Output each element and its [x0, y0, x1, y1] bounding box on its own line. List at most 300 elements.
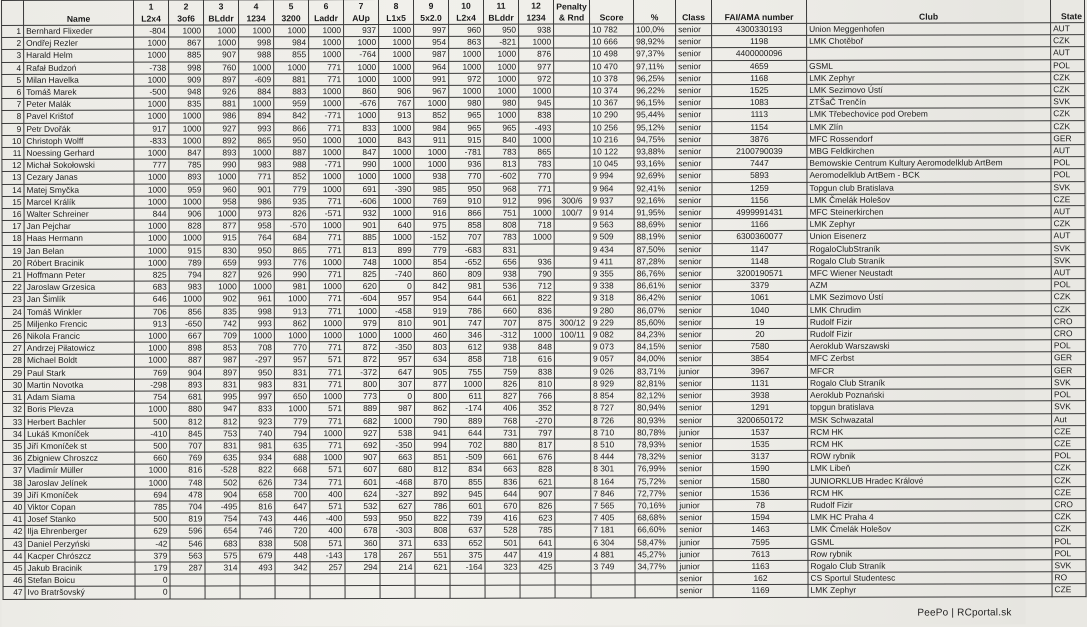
task-2-cell: 707 [170, 440, 205, 452]
task-2-cell: 819 [170, 513, 205, 525]
rank-cell: 41 [3, 514, 25, 526]
penalty-cell: 100/11 [554, 329, 590, 341]
name-cell: Lukáš Kmoníček [25, 428, 135, 440]
task-3-cell: 1000 [204, 208, 239, 220]
fai-number-cell: 1590 [713, 463, 808, 475]
percent-cell: 82,12% [635, 390, 677, 402]
percent-cell: 45,27% [635, 548, 677, 560]
task-10-cell: 858 [449, 354, 484, 366]
task-11-cell: 1000 [484, 73, 519, 85]
task-12-cell: 712 [519, 280, 554, 292]
score-cell: 9 318 [590, 292, 634, 304]
task-12-cell: 676 [520, 451, 555, 463]
score-cell: 9 411 [590, 256, 634, 268]
task-4-cell: 626 [240, 476, 275, 488]
name-cell: Noessing Gerhard [24, 147, 134, 159]
task-12-cell: 876 [519, 48, 554, 60]
task-4-cell: 493 [240, 562, 275, 574]
name-cell: Jan Šimlík [24, 294, 134, 306]
task-8-cell: 214 [380, 561, 415, 573]
task-11-cell: 670 [485, 500, 520, 512]
task-7-cell: -606 [344, 195, 379, 207]
task-2-cell: 906 [169, 208, 204, 220]
task-1-cell: 0 [135, 574, 170, 586]
task-2-cell: 948 [169, 86, 204, 98]
score-cell: 9 355 [590, 268, 634, 280]
task-8-cell: 307 [379, 378, 414, 390]
task-12-cell: 1000 [519, 329, 554, 341]
class-cell: junior [677, 536, 713, 548]
task-11-cell: 447 [485, 549, 520, 561]
task-4-cell: 983 [239, 379, 274, 391]
task-8-cell: -390 [379, 183, 414, 195]
task-2-cell: 983 [169, 281, 204, 293]
task-5-cell: 794 [275, 427, 310, 439]
penalty-cell [555, 573, 591, 585]
fai-number-cell: 1594 [713, 512, 808, 524]
state-cell: SVK [1051, 96, 1085, 108]
task-3-cell: 893 [204, 147, 239, 159]
task-8-cell: 957 [379, 293, 414, 305]
rank-cell: 42 [3, 526, 25, 538]
task-11-cell: 950 [484, 24, 519, 36]
class-cell: senior [676, 97, 712, 109]
task-9-cell: 860 [414, 268, 449, 280]
task-12-cell: 718 [519, 219, 554, 231]
task-7-cell: 800 [344, 378, 379, 390]
name-cell: Ondřej Rezler [24, 37, 134, 49]
state-cell: AUT [1051, 47, 1085, 59]
task-2-cell: 1000 [169, 293, 204, 305]
task-4-cell: 833 [240, 403, 275, 415]
task-1-cell: 694 [135, 489, 170, 501]
task-12-cell: 1000 [519, 232, 554, 244]
rank-cell: 14 [2, 184, 24, 196]
task-5-cell: 842 [274, 110, 309, 122]
task-5-cell: 779 [275, 415, 310, 427]
task-1-cell: 179 [135, 562, 170, 574]
task-2-cell: 915 [169, 245, 204, 257]
penalty-cell [554, 134, 590, 146]
penalty-cell [555, 390, 591, 402]
rank-cell: 3 [2, 50, 24, 62]
task-6-cell: 771 [309, 269, 344, 281]
task-9-cell: 941 [415, 427, 450, 439]
task-7-cell: 860 [344, 86, 379, 98]
task-9-cell: 911 [414, 134, 449, 146]
task-1-cell: 769 [134, 367, 169, 379]
fai-number-cell: 4999991431 [712, 206, 807, 218]
name-cell: Jan Belan [24, 245, 134, 257]
task-7-cell: 979 [344, 317, 379, 329]
task-9-cell: 892 [415, 488, 450, 500]
percent-cell: 88,69% [634, 219, 676, 231]
task-5-cell: 770 [274, 342, 309, 354]
task-12-cell: 425 [520, 561, 555, 573]
state-cell: POL [1051, 59, 1085, 71]
task-11-cell: 751 [484, 207, 519, 219]
task-8-cell: 1000 [379, 159, 414, 171]
fai-number-cell: 3854 [712, 353, 807, 365]
task-4-cell: 923 [240, 415, 275, 427]
task-4-cell: 816 [240, 501, 275, 513]
task-10-cell: 863 [449, 36, 484, 48]
task-8-cell: 663 [380, 452, 415, 464]
rank-cell: 39 [3, 489, 25, 501]
fai-number-cell: 1580 [713, 475, 808, 487]
club-cell: LMK Čmelák Holešov [808, 523, 1052, 536]
state-cell: CZK [1051, 218, 1085, 230]
task-2-cell: 1000 [169, 196, 204, 208]
score-cell: 9 073 [590, 341, 634, 353]
club-cell: Rudolf Fizir [807, 316, 1051, 329]
club-cell: MFC Rossendorf [807, 133, 1051, 146]
task-8-cell [380, 574, 415, 586]
state-cell: POL [1052, 389, 1086, 401]
task-3-cell: 575 [205, 550, 240, 562]
task-2-cell: 828 [169, 220, 204, 232]
score-cell: 9 563 [590, 219, 634, 231]
task-2-cell: 478 [170, 489, 205, 501]
class-cell: senior [676, 292, 712, 304]
penalty-cell: 300/6 [554, 195, 590, 207]
task-7-cell: 1000 [344, 330, 379, 342]
club-cell: Rogalo Club Straník [808, 560, 1052, 573]
task-4-cell: 934 [240, 452, 275, 464]
task-6-cell: 771 [309, 73, 344, 85]
task-6-cell: 257 [310, 562, 345, 574]
class-cell: senior [676, 146, 712, 158]
task-10-cell: 1000 [449, 85, 484, 97]
club-cell: MFCR [807, 364, 1051, 377]
task-3-cell [205, 586, 240, 598]
task-6-cell: 1000 [309, 317, 344, 329]
task-8-cell: 0 [380, 391, 415, 403]
task-9-cell: 987 [414, 49, 449, 61]
task-2-cell: 816 [170, 464, 205, 476]
penalty-cell [554, 97, 590, 109]
penalty-cell [554, 305, 590, 317]
task-9-cell: 984 [414, 122, 449, 134]
name-cell: Daniel Perzyński [25, 538, 135, 550]
task-8-cell: 680 [380, 464, 415, 476]
task-1-cell: 1000 [134, 49, 169, 61]
club-cell: AZM [807, 279, 1051, 292]
task-8-cell: 957 [379, 354, 414, 366]
percent-cell: 93,88% [634, 146, 676, 158]
name-cell: Michał Sokołowski [24, 159, 134, 171]
task-5-cell: 779 [274, 183, 309, 195]
task-9-cell: 997 [414, 24, 449, 36]
task-6-cell: 571 [310, 464, 345, 476]
task-5-cell: 959 [274, 98, 309, 110]
state-cell: CZK [1052, 511, 1086, 523]
club-cell: LMK Chrudim [807, 303, 1051, 316]
task-3-cell: 635 [205, 452, 240, 464]
task-6-cell: -771 [309, 159, 344, 171]
task-4-cell: 997 [240, 391, 275, 403]
task-5-cell: 647 [275, 501, 310, 513]
task-11-cell: 406 [485, 402, 520, 414]
task-2-cell: 893 [169, 171, 204, 183]
task-4-cell: 884 [239, 86, 274, 98]
task-7-cell: 1000 [344, 134, 379, 146]
task-11-cell: 880 [485, 439, 520, 451]
fai-number-cell: 1040 [712, 304, 807, 316]
class-cell: senior [676, 353, 712, 365]
fai-number-cell: 1113 [712, 109, 807, 121]
fai-number-cell: 4659 [712, 60, 807, 72]
task-11-cell: 831 [484, 244, 519, 256]
task-5-cell: 881 [274, 74, 309, 86]
task-3-cell: 915 [204, 232, 239, 244]
class-cell: senior [676, 121, 712, 133]
task-10-cell: 809 [449, 268, 484, 280]
percent-cell: 66,60% [635, 524, 677, 536]
club-cell: RogaloClubStraník [807, 242, 1051, 255]
task-9-cell: 901 [414, 317, 449, 329]
task-12-cell: -270 [520, 415, 555, 427]
task-4-cell: 961 [239, 293, 274, 305]
percent-cell: 96,15% [634, 97, 676, 109]
task-2-cell: 845 [170, 428, 205, 440]
task-6-cell: 1000 [310, 391, 345, 403]
task-2-cell: 893 [169, 379, 204, 391]
task-12-cell: 1000 [519, 36, 554, 48]
percent-cell: 68,68% [635, 512, 677, 524]
class-cell: senior [676, 133, 712, 145]
club-cell: RCM HK [808, 486, 1052, 499]
task-3-cell: 659 [204, 257, 239, 269]
penalty-cell [554, 292, 590, 304]
percent-cell: 72,77% [635, 487, 677, 499]
percent-cell: 92,69% [634, 170, 676, 182]
task-11-cell: 808 [484, 219, 519, 231]
penalty-cell [554, 366, 590, 378]
percent-cell: 94,75% [634, 134, 676, 146]
results-body [2, 23, 1086, 599]
task-11-cell: 836 [485, 476, 520, 488]
header-cell: % [633, 0, 675, 24]
task-1-cell: 1000 [135, 464, 170, 476]
task-2-cell: 563 [170, 550, 205, 562]
task-5-cell: 650 [275, 391, 310, 403]
task-12-cell: 1000 [519, 85, 554, 97]
class-cell: senior [676, 182, 712, 194]
task-11-cell: 965 [484, 122, 519, 134]
percent-cell: 95,44% [634, 109, 676, 121]
task-11-cell: 501 [485, 537, 520, 549]
task-5-cell: 776 [274, 257, 309, 269]
task-9-cell: 938 [414, 171, 449, 183]
task-6-cell: 571 [310, 501, 345, 513]
task-6-cell [310, 574, 345, 586]
fai-number-cell: 3200190571 [712, 267, 807, 279]
percent-cell: 58,47% [635, 536, 677, 548]
percent-cell: 92,41% [634, 182, 676, 194]
task-10-cell: 612 [449, 342, 484, 354]
task-5-cell: 688 [275, 452, 310, 464]
rank-cell: 8 [2, 111, 24, 123]
task-12-cell: 817 [520, 439, 555, 451]
header-cell: FAI/AMA number [711, 0, 806, 24]
task-3-cell: 753 [205, 428, 240, 440]
state-cell: AUT [1051, 230, 1085, 242]
fai-number-cell: 1259 [712, 182, 807, 194]
rank-cell: 27 [2, 343, 24, 355]
percent-cell: 82,81% [634, 378, 676, 390]
task-8-cell: -740 [379, 268, 414, 280]
task-4-cell [240, 586, 275, 598]
penalty-cell [555, 427, 591, 439]
task-5-cell: 1000 [274, 293, 309, 305]
club-cell: LMK Třebechovice pod Orebem [807, 108, 1051, 121]
task-6-cell: 400 [310, 488, 345, 500]
task-7-cell: 1000 [344, 171, 379, 183]
task-4-cell: 764 [239, 232, 274, 244]
club-cell: LMK Sezimovo Ústí [807, 84, 1051, 97]
task-1-cell: 777 [134, 159, 169, 171]
task-10-cell: 1000 [449, 61, 484, 73]
task-2-cell: 785 [169, 159, 204, 171]
fai-number-cell: 5893 [712, 170, 807, 182]
rank-cell: 1 [2, 25, 24, 37]
task-7-cell: 872 [344, 354, 379, 366]
task-6-cell: -143 [310, 549, 345, 561]
name-cell: Milan Havelka [24, 74, 134, 86]
task-4-cell: 822 [240, 464, 275, 476]
task-2-cell [170, 586, 205, 598]
task-7-cell: 678 [345, 525, 380, 537]
task-8-cell: 1000 [379, 37, 414, 49]
task-10-cell: 652 [450, 537, 485, 549]
rank-cell: 26 [2, 331, 24, 343]
task-12-cell: -493 [519, 122, 554, 134]
task-6-cell: 771 [309, 244, 344, 256]
task-12-cell: 766 [520, 390, 555, 402]
name-cell: Rafał Budzoń [24, 62, 134, 74]
fai-number-cell: 1535 [713, 438, 808, 450]
task-10-cell: -164 [450, 561, 485, 573]
task-11-cell: 661 [484, 293, 519, 305]
club-cell: Row rybnik [808, 547, 1052, 560]
task-8-cell: 843 [379, 134, 414, 146]
task-1-cell: -804 [134, 25, 169, 37]
task-7-cell: 748 [344, 256, 379, 268]
rank-cell: 35 [3, 440, 25, 452]
task-3-cell: 958 [204, 196, 239, 208]
task-8-cell: 640 [379, 220, 414, 232]
task-1-cell: 629 [135, 525, 170, 537]
header-cell: State [1050, 0, 1084, 23]
task-10-cell: 945 [450, 488, 485, 500]
class-cell: senior [677, 475, 713, 487]
task-2-cell: 847 [169, 147, 204, 159]
name-cell: Nikola Francic [24, 330, 134, 342]
task-10-cell: 889 [450, 415, 485, 427]
task-3-cell: 1000 [204, 25, 239, 37]
task-8-cell: 1000 [379, 207, 414, 219]
percent-cell: 80,93% [635, 414, 677, 426]
fai-number-cell: 1463 [713, 524, 808, 536]
task-9-cell: 985 [414, 183, 449, 195]
task-2-cell: 681 [170, 391, 205, 403]
name-cell: Jakub Bracinik [25, 562, 135, 574]
task-1-cell: 1000 [134, 184, 169, 196]
task-11-cell: 644 [485, 488, 520, 500]
name-cell: Jiří Kmoníček st [25, 440, 135, 452]
task-9-cell: 1000 [414, 146, 449, 158]
club-cell: MSK Schwazatal [808, 413, 1052, 426]
class-cell: senior [677, 512, 713, 524]
task-6-cell: 771 [310, 415, 345, 427]
score-cell: 8 301 [591, 463, 635, 475]
class-cell: senior [676, 219, 712, 231]
rank-cell: 29 [2, 367, 24, 379]
task-5-cell: 446 [275, 513, 310, 525]
score-cell: 7 846 [591, 488, 635, 500]
task-1-cell: -42 [135, 538, 170, 550]
task-8-cell: -350 [380, 439, 415, 451]
fai-number-cell: 1083 [712, 97, 807, 109]
name-cell: Hoffmann Peter [24, 269, 134, 281]
task-1-cell: -298 [134, 379, 169, 391]
task-5-cell: 950 [274, 135, 309, 147]
task-11-cell: 528 [485, 524, 520, 536]
task-11-cell: 783 [484, 146, 519, 158]
task-8-cell: 647 [379, 366, 414, 378]
task-8-cell: 0 [379, 281, 414, 293]
state-cell: AUT [1051, 145, 1085, 157]
task-4-cell: 679 [240, 550, 275, 562]
task-12-cell: 1000 [519, 207, 554, 219]
task-6-cell: 1000 [309, 220, 344, 232]
score-cell: 7 181 [591, 524, 635, 536]
club-cell: RCM HK [808, 425, 1052, 438]
score-cell: 10 256 [590, 121, 634, 133]
penalty-cell [555, 549, 591, 561]
task-7-cell: 773 [345, 391, 380, 403]
fai-number-cell: 1166 [712, 219, 807, 231]
state-cell: AUT [1051, 23, 1085, 35]
task-4-cell: 993 [239, 318, 274, 330]
rank-cell: 5 [2, 74, 24, 86]
task-9-cell: 919 [414, 305, 449, 317]
class-cell: junior [677, 426, 713, 438]
score-cell: 9 338 [590, 280, 634, 292]
task-3-cell: 947 [205, 403, 240, 415]
score-cell: 8 854 [591, 390, 635, 402]
state-cell: POL [1051, 279, 1085, 291]
percent-cell: 87,50% [634, 243, 676, 255]
task-5-cell: -570 [274, 220, 309, 232]
header-cell: 8 L1x5 [379, 0, 414, 25]
task-10-cell: -174 [450, 403, 485, 415]
rank-cell: 34 [3, 428, 25, 440]
task-6-cell: 1000 [309, 256, 344, 268]
task-10-cell: 747 [449, 317, 484, 329]
penalty-cell [555, 414, 591, 426]
class-cell: junior [677, 548, 713, 560]
rank-cell: 13 [2, 172, 24, 184]
task-4-cell: 950 [239, 244, 274, 256]
header-cell: Name [24, 0, 134, 25]
state-cell: Aut [1052, 413, 1086, 425]
rank-cell: 37 [3, 465, 25, 477]
task-5-cell: 1000 [274, 61, 309, 73]
task-12-cell: 790 [519, 268, 554, 280]
club-cell: Topgun club Bratislava [807, 181, 1051, 194]
